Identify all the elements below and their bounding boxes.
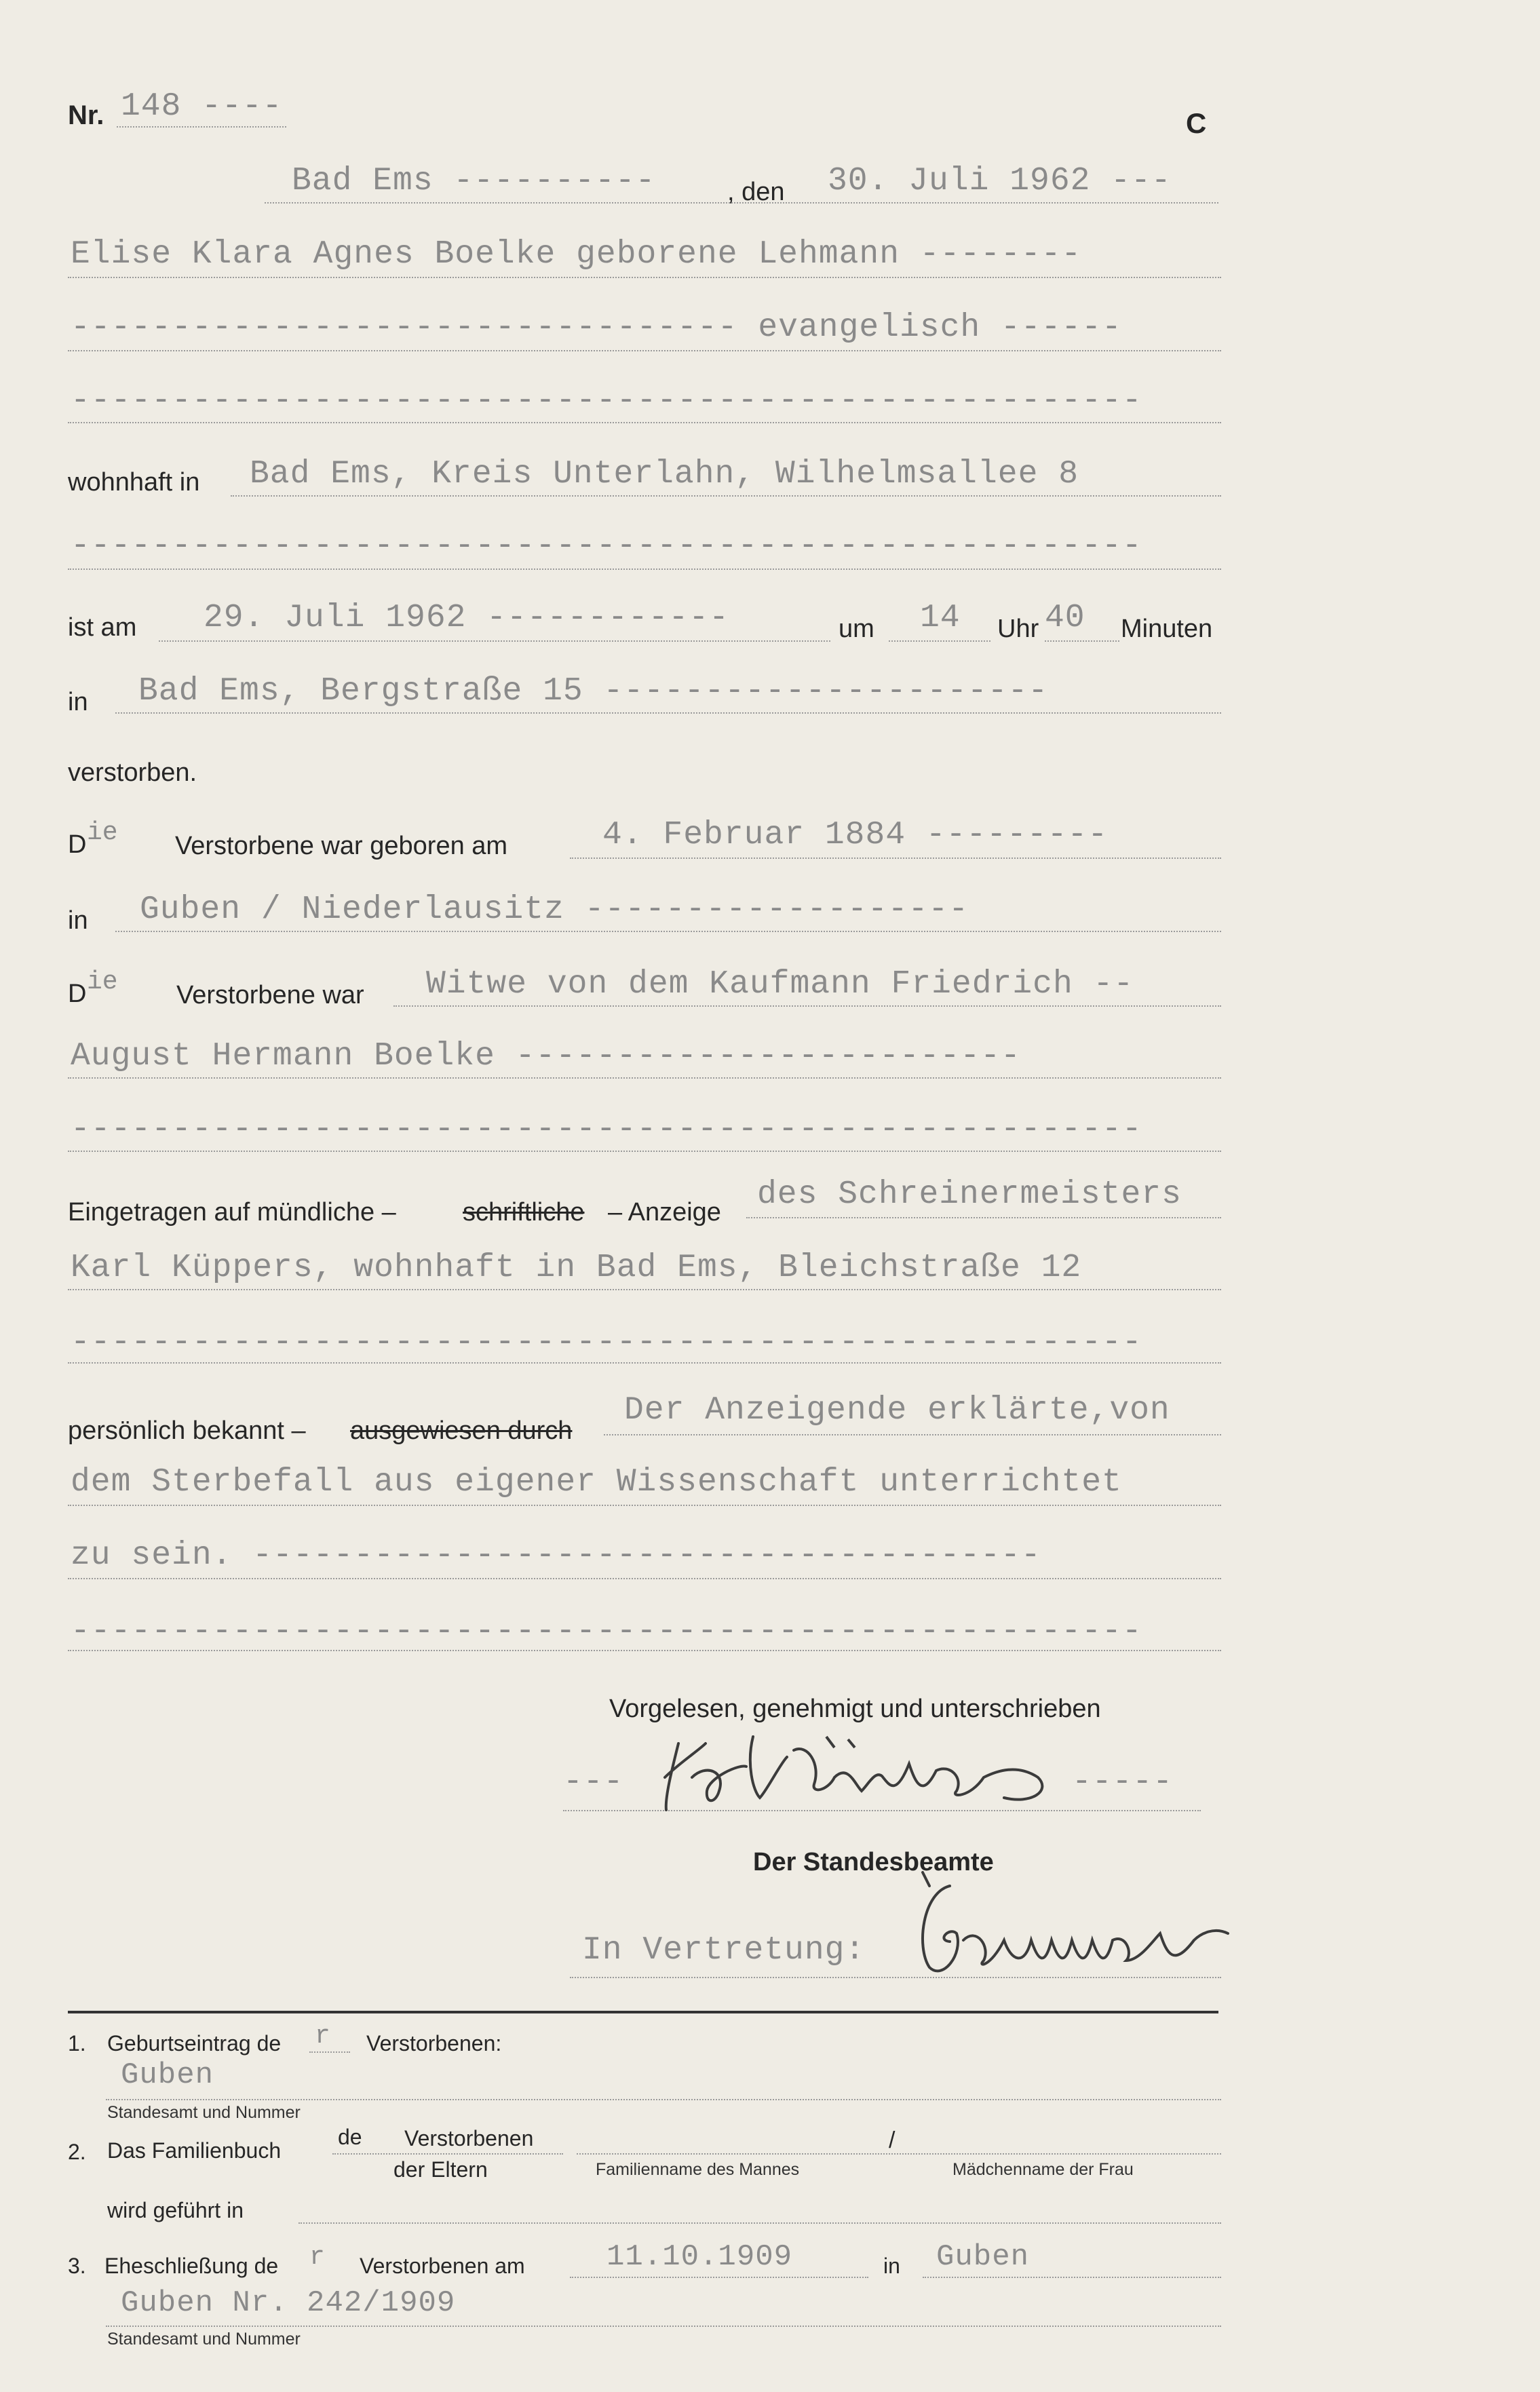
religion-line: --------------------------------- evangelisch ------ <box>71 309 1122 346</box>
dotline <box>68 1151 1221 1152</box>
register-number: 148 ---- <box>121 88 283 125</box>
reporter-line-2: Karl Küppers, wohnhaft in Bad Ems, Bleichstraße 12 <box>71 1250 1082 1286</box>
dotline <box>159 640 830 642</box>
marriage-date: 11.10.1909 <box>607 2240 793 2274</box>
dotline <box>68 1289 1221 1290</box>
dotline <box>68 422 1221 423</box>
register-letter: C <box>1186 107 1207 139</box>
dotline <box>68 1505 1221 1506</box>
dotline <box>68 1578 1221 1579</box>
dotline <box>265 202 1218 204</box>
filler-line: ----------------------------------------------------- <box>71 1111 1142 1148</box>
d-label: D <box>68 830 87 859</box>
birth-date: 4. Februar 1884 --------- <box>602 817 1109 853</box>
filler-line: ----------------------------------------------------- <box>71 1324 1142 1361</box>
d-fill: ie <box>87 967 118 997</box>
item2-kept-in-label: wird geführt in <box>107 2198 244 2222</box>
residence: Bad Ems, Kreis Unterlahn, Wilhelmsallee 8 <box>250 456 1079 493</box>
death-hour: 14 <box>920 600 961 636</box>
reporter-signature <box>651 1723 1058 1818</box>
dotline <box>106 2099 1221 2100</box>
report-label-2: – Anzeige <box>608 1198 721 1227</box>
dotline <box>1045 640 1119 642</box>
in-label: in <box>68 688 88 716</box>
item3-sub-label: Standesamt und Nummer <box>107 2330 301 2349</box>
dotline <box>746 1217 1221 1218</box>
registrar-signature <box>909 1866 1235 1988</box>
nr-label: Nr. <box>68 100 104 130</box>
item1-fill: r <box>315 2022 330 2051</box>
dotline <box>309 2051 350 2053</box>
separator-rule <box>68 2011 1218 2013</box>
item1-label: Geburtseintrag de <box>107 2031 282 2056</box>
marriage-place: Guben <box>936 2240 1030 2274</box>
statement-line-2: dem Sterbefall aus eigener Wissenschaft unterrichtet <box>71 1464 1122 1501</box>
statement-line-1: Der Anzeigende erklärte,von <box>624 1392 1170 1429</box>
item1-sub-label: Standesamt und Nummer <box>107 2103 301 2122</box>
read-approved-signed-label: Vorgelesen, genehmigt und unterschrieben <box>609 1695 1101 1723</box>
dotline <box>106 2326 1221 2327</box>
death-date: 29. Juli 1962 ------------ <box>204 600 729 636</box>
birth-place: Guben / Niederlausitz ------------------- <box>140 891 969 928</box>
marital-status: Witwe von dem Kaufmann Friedrich -- <box>426 966 1134 1003</box>
dotline <box>115 931 1221 932</box>
filler-line: ----------------------------------------------------- <box>71 383 1142 419</box>
ist-am-label: ist am <box>68 613 137 642</box>
d-label: D <box>68 980 87 1008</box>
dotline <box>393 1005 1221 1007</box>
dash-left: --- <box>563 1764 624 1800</box>
deceased-name: Elise Klara Agnes Boelke geborene Lehmann -------- <box>71 236 1082 273</box>
statement-line-3: zu sein. --------------------------------------- <box>71 1537 1041 1574</box>
report-label-1: Eingetragen auf mündliche – <box>68 1198 396 1227</box>
in-label: in <box>68 906 88 935</box>
spouse-name: August Hermann Boelke ------------------------- <box>71 1038 1021 1075</box>
dotline <box>604 1434 1221 1435</box>
dotline <box>68 277 1221 278</box>
born-label: Verstorbene war geboren am <box>175 832 508 860</box>
minuten-label: Minuten <box>1121 615 1213 643</box>
dotline <box>570 2277 868 2278</box>
item2-slash: / <box>889 2127 896 2153</box>
husband-name-label: Familienname des Mannes <box>596 2160 800 2179</box>
identity-label-strike: ausgewiesen durch <box>350 1416 573 1445</box>
item3-number: 3. <box>68 2254 86 2278</box>
dotline <box>68 350 1221 351</box>
filler-line: ----------------------------------------------------- <box>71 1613 1142 1650</box>
item3-in-label: in <box>883 2254 900 2278</box>
dotline <box>117 126 286 128</box>
verstorben-label: verstorben. <box>68 758 197 787</box>
item2-number: 2. <box>68 2140 86 2164</box>
item3-label-2: Verstorbenen am <box>360 2254 525 2278</box>
death-minutes: 40 <box>1045 600 1085 636</box>
d-fill: ie <box>87 818 118 847</box>
dotline <box>299 2222 1221 2224</box>
den-label: , den <box>727 178 785 206</box>
filler-line: ----------------------------------------------------- <box>71 528 1142 564</box>
status-label: Verstorbene war <box>176 981 364 1009</box>
registry-place: Bad Ems ---------- <box>292 163 656 199</box>
dash-right: ----- <box>1072 1764 1174 1800</box>
identity-label-1: persönlich bekannt – <box>68 1416 306 1445</box>
registry-date: 30. Juli 1962 --- <box>828 163 1172 199</box>
dotline <box>231 495 1221 497</box>
item2-label: Das Familienbuch <box>107 2138 282 2163</box>
item2-de: de <box>338 2125 362 2149</box>
item1-label-2: Verstorbenen: <box>366 2031 502 2056</box>
um-label: um <box>839 615 874 643</box>
dotline <box>577 2153 1221 2155</box>
dotline <box>923 2277 1221 2278</box>
marriage-registry-number: Guben Nr. 242/1909 <box>121 2286 456 2320</box>
death-place: Bad Ems, Bergstraße 15 ---------------------- <box>138 673 1049 710</box>
dotline <box>570 857 1221 859</box>
item3-label: Eheschließung de <box>104 2254 279 2278</box>
dotline <box>68 1077 1221 1079</box>
uhr-label: Uhr <box>997 615 1039 643</box>
registrar-label: Der Standesbeamte <box>753 1848 994 1876</box>
item3-fill: r <box>309 2243 325 2272</box>
item2-eltern: der Eltern <box>393 2157 488 2182</box>
reporter-line-1: des Schreinermeisters <box>757 1176 1182 1213</box>
dotline <box>68 1650 1221 1651</box>
item1-number: 1. <box>68 2031 86 2056</box>
dotline <box>889 640 990 642</box>
dotline <box>115 712 1221 714</box>
birth-registry-office: Guben <box>121 2058 214 2092</box>
report-label-strike: schriftliche <box>463 1198 585 1227</box>
dotline <box>332 2153 563 2155</box>
dotline <box>68 1362 1221 1364</box>
wohnhaft-label: wohnhaft in <box>68 468 200 497</box>
wife-maiden-name-label: Mädchenname der Frau <box>952 2160 1134 2179</box>
item2-verstorbenen: Verstorbenen <box>404 2126 534 2150</box>
vertretung-label: In Vertretung: <box>582 1932 866 1969</box>
dotline <box>68 568 1221 570</box>
